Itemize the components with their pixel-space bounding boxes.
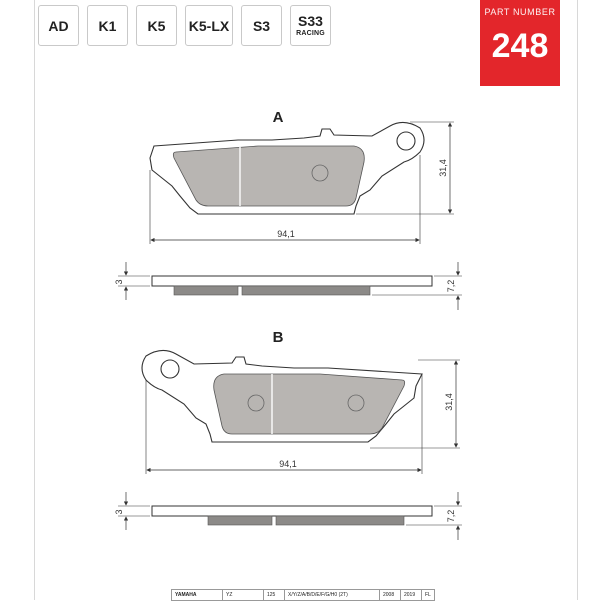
compound-sublabel: RACING — [296, 30, 325, 37]
pad-a-plate-dim: 3 — [114, 279, 124, 285]
pad-a-height-dim: 31,4 — [438, 159, 448, 177]
pad-a-width-dim: 94,1 — [277, 229, 295, 239]
pad-b-pivot-hole — [161, 360, 179, 378]
year-to-cell: 2019 — [401, 590, 422, 601]
make-cell: YAMAHA — [172, 590, 223, 601]
pad-a-side-plate — [152, 276, 432, 286]
table-row — [172, 590, 435, 601]
cc-cell: 125 — [264, 590, 285, 601]
application-table — [171, 589, 435, 601]
part-number-label: PART NUMBER — [484, 7, 556, 17]
pad-a-friction-material — [173, 146, 364, 206]
compound-label: K1 — [98, 17, 117, 34]
compound-label: K5-LX — [188, 17, 230, 34]
pad-b-height-dim: 31,4 — [444, 393, 454, 411]
view-label-b: B — [272, 329, 284, 346]
pad-b-plate-dim: 3 — [114, 509, 124, 515]
compound-label: S33 — [298, 13, 323, 29]
compound-label: S3 — [252, 17, 271, 34]
pad-a-total-dim: 7,2 — [446, 279, 456, 293]
pad-b-width-dim: 94,1 — [279, 459, 297, 469]
part-number-value: 248 — [491, 27, 549, 65]
pad-b-side-plate — [152, 506, 432, 516]
position-cell: FL — [422, 590, 435, 601]
model-cell: YZ — [223, 590, 264, 601]
pad-a-side-friction — [242, 286, 370, 295]
versions-cell: X/Y/Z/A/B/D/E/F/G/H0 (2T) — [285, 590, 380, 601]
pad-b-side-friction — [276, 516, 404, 525]
pad-b-friction-material — [214, 374, 405, 434]
year-from-cell: 2008 — [380, 590, 401, 601]
pad-a-side-friction — [174, 286, 238, 295]
pad-b-side-friction — [208, 516, 272, 525]
view-label-a: A — [272, 109, 284, 126]
compound-label: K5 — [147, 17, 166, 34]
compound-label: AD — [48, 17, 69, 34]
pad-a-pivot-hole — [397, 132, 415, 150]
pad-b-total-dim: 7,2 — [446, 509, 456, 523]
